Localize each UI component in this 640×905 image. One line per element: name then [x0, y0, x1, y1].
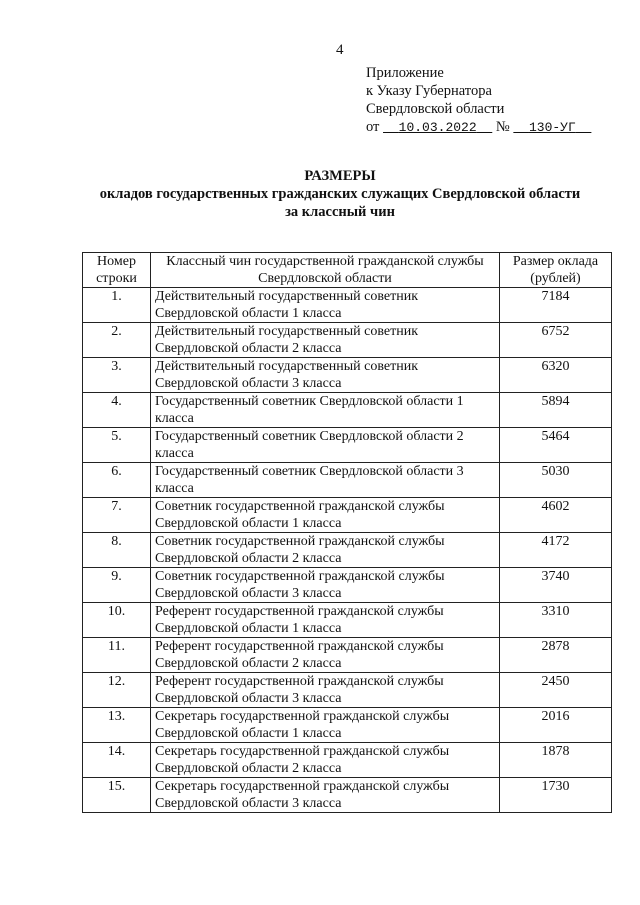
row-rank: Государственный советник Свердловской области 3 класса: [151, 463, 500, 498]
table-row: [83, 603, 612, 638]
appendix-line-1: Приложение: [366, 65, 444, 81]
appendix-line-3: Свердловской области: [366, 101, 505, 117]
title-line-1: РАЗМЕРЫ: [304, 168, 376, 184]
row-rank: Секретарь государственной гражданской службы Свердловской области 2 класса: [151, 743, 500, 778]
row-rank: Референт государственной гражданской службы Свердловской области 1 класса: [151, 603, 500, 638]
row-number: 9.: [83, 568, 151, 603]
row-salary: 5464: [500, 428, 612, 463]
row-salary: 6752: [500, 323, 612, 358]
decree-reference: [366, 118, 591, 137]
title-line-3: за классный чин: [285, 204, 395, 220]
row-rank: Государственный советник Свердловской области 1 класса: [151, 393, 500, 428]
table-header-row: [83, 253, 612, 288]
row-salary: 7184: [500, 288, 612, 323]
header-number: Номер строки: [83, 253, 151, 288]
row-salary: 5894: [500, 393, 612, 428]
row-rank: Референт государственной гражданской службы Свердловской области 3 класса: [151, 673, 500, 708]
row-number: 8.: [83, 533, 151, 568]
row-number: 5.: [83, 428, 151, 463]
appendix-line-2: к Указу Губернатора: [366, 83, 492, 99]
document-title: [40, 167, 640, 221]
row-salary: 4172: [500, 533, 612, 568]
row-rank: Действительный государственный советник Свердловской области 2 класса: [151, 323, 500, 358]
row-salary: 2878: [500, 638, 612, 673]
row-number: 4.: [83, 393, 151, 428]
row-number: 14.: [83, 743, 151, 778]
row-number: 10.: [83, 603, 151, 638]
row-number: 2.: [83, 323, 151, 358]
table-row: [83, 568, 612, 603]
row-rank: Советник государственной гражданской службы Свердловской области 3 класса: [151, 568, 500, 603]
title-line-2: окладов государственных гражданских служащих Свердловской области: [99, 186, 581, 202]
decree-date: 10.03.2022: [398, 120, 477, 135]
row-salary: 4602: [500, 498, 612, 533]
row-salary: 3740: [500, 568, 612, 603]
from-label: от: [366, 119, 380, 135]
table-row: [83, 778, 612, 813]
row-rank: Советник государственной гражданской службы Свердловской области 2 класса: [151, 533, 500, 568]
table-row: [83, 463, 612, 498]
row-rank: Действительный государственный советник Свердловской области 3 класса: [151, 358, 500, 393]
row-number: 6.: [83, 463, 151, 498]
header-rank: Классный чин государственной гражданской службы Свердловской области: [151, 253, 500, 288]
table-row: [83, 533, 612, 568]
table-row: [83, 673, 612, 708]
decree-number: 130-УГ: [528, 120, 576, 135]
number-label: №: [495, 119, 510, 135]
salary-table: [82, 252, 612, 813]
page-number: 4: [336, 42, 344, 58]
table-row: [83, 498, 612, 533]
row-salary: 6320: [500, 358, 612, 393]
row-number: 7.: [83, 498, 151, 533]
row-salary: 1878: [500, 743, 612, 778]
table-row: [83, 323, 612, 358]
row-salary: 1730: [500, 778, 612, 813]
row-rank: Государственный советник Свердловской области 2 класса: [151, 428, 500, 463]
row-rank: Действительный государственный советник Свердловской области 1 класса: [151, 288, 500, 323]
row-number: 11.: [83, 638, 151, 673]
table-row: [83, 638, 612, 673]
row-salary: 3310: [500, 603, 612, 638]
row-number: 12.: [83, 673, 151, 708]
row-number: 15.: [83, 778, 151, 813]
row-number: 3.: [83, 358, 151, 393]
table-row: [83, 288, 612, 323]
row-rank: Секретарь государственной гражданской службы Свердловской области 1 класса: [151, 708, 500, 743]
row-rank: Секретарь государственной гражданской службы Свердловской области 3 класса: [151, 778, 500, 813]
row-salary: 2450: [500, 673, 612, 708]
row-number: 1.: [83, 288, 151, 323]
table-row: [83, 393, 612, 428]
table-row: [83, 708, 612, 743]
table-row: [83, 428, 612, 463]
header-salary: Размер оклада (рублей): [500, 253, 612, 288]
appendix-header: [366, 64, 591, 137]
row-number: 13.: [83, 708, 151, 743]
table-row: [83, 743, 612, 778]
row-rank: Советник государственной гражданской службы Свердловской области 1 класса: [151, 498, 500, 533]
row-rank: Референт государственной гражданской службы Свердловской области 2 класса: [151, 638, 500, 673]
row-salary: 5030: [500, 463, 612, 498]
row-salary: 2016: [500, 708, 612, 743]
table-row: [83, 358, 612, 393]
